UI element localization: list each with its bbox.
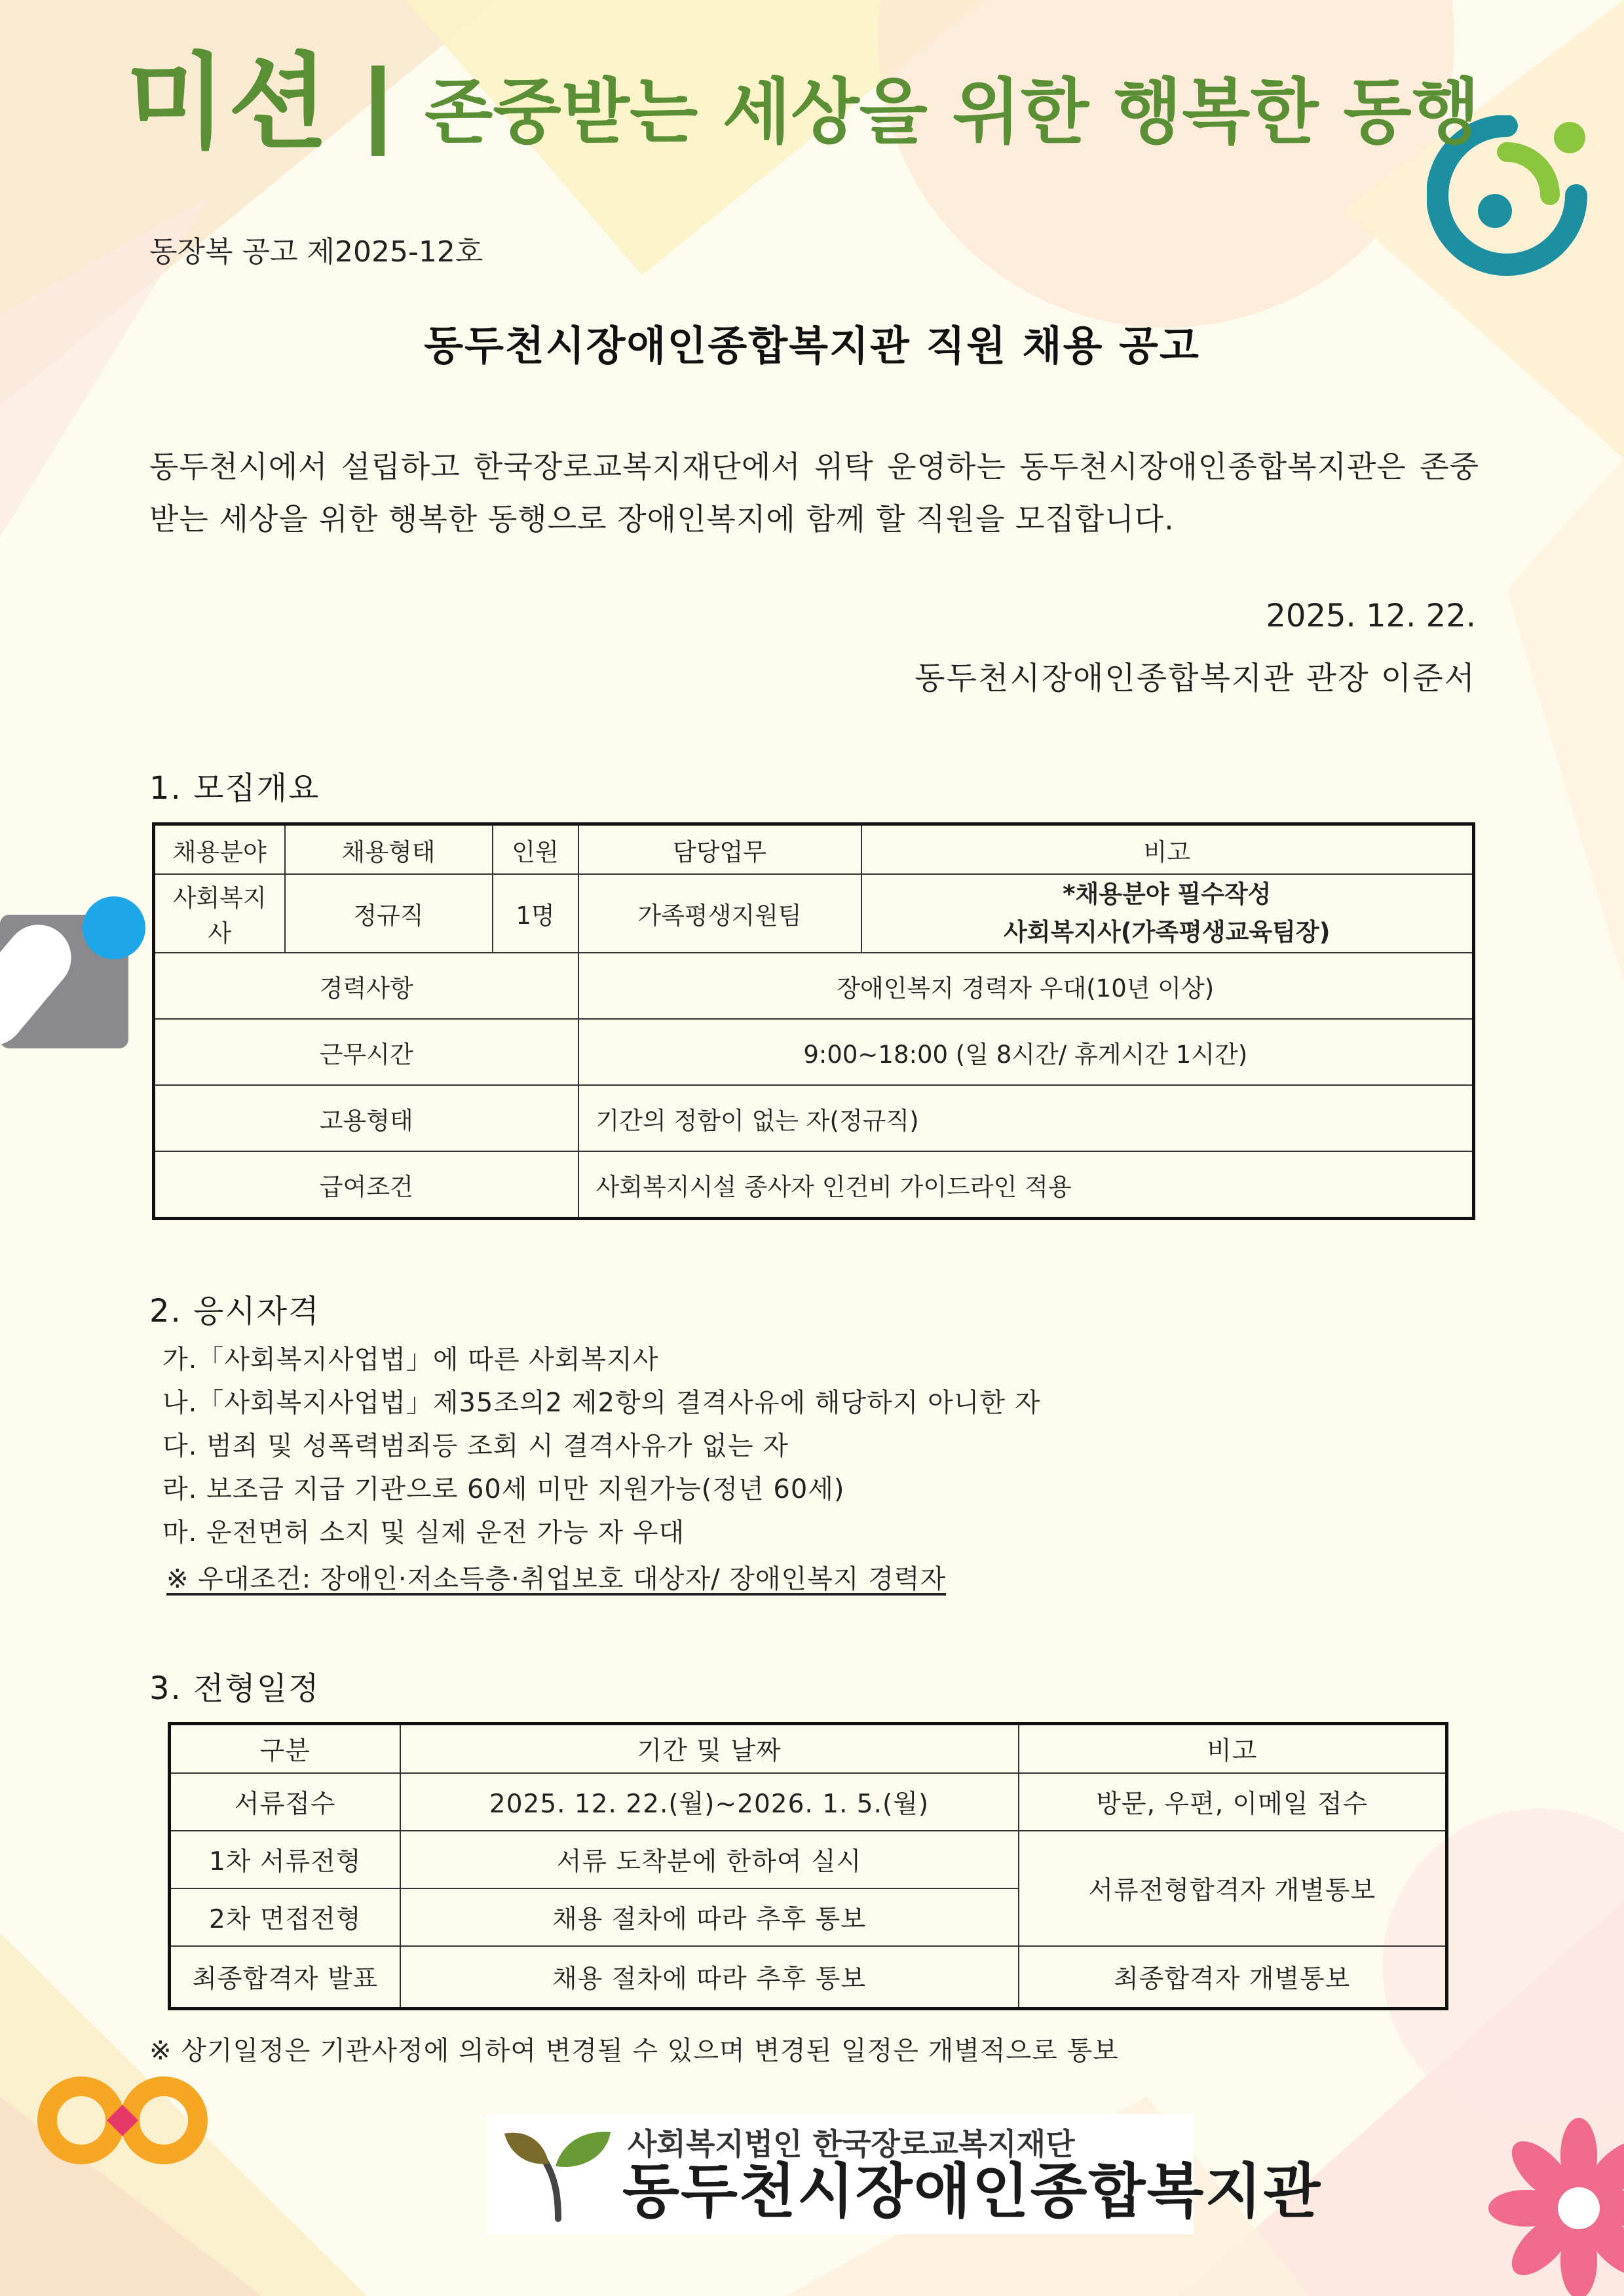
note-cell xyxy=(861,874,1474,953)
period-cell: 채용 절차에 따라 추후 통보 xyxy=(400,1888,1019,1946)
mission-statement: 존중받는 세상을 위한 행복한 동행 xyxy=(425,71,1480,153)
stage-cell: 2차 면접전형 xyxy=(170,1888,400,1946)
table-row xyxy=(170,1946,1447,2009)
table-row xyxy=(154,1151,1474,1219)
period-cell: 서류 도착분에 한하여 실시 xyxy=(400,1831,1019,1888)
mission-divider xyxy=(371,66,385,156)
detail-label: 급여조건 xyxy=(154,1151,578,1219)
header-cell: 비고 xyxy=(861,824,1474,875)
footer-subtitle: 사회복지법인 한국장로교복지재단 xyxy=(628,2126,1075,2162)
header-cell: 인원 xyxy=(493,824,578,875)
section-title-qualifications: 2. 응시자격 xyxy=(149,1293,320,1330)
table-header-row xyxy=(170,1724,1447,1774)
detail-label: 경력사항 xyxy=(154,953,578,1019)
table-row xyxy=(154,1085,1474,1151)
duty-cell: 가족평생지원팀 xyxy=(578,874,861,953)
detail-value: 사회복지시설 종사자 인건비 가이드라인 적용 xyxy=(578,1151,1474,1219)
section-title-schedule: 3. 전형일정 xyxy=(149,1670,320,1707)
sprout-logo-icon xyxy=(502,2120,613,2225)
list-item: 마. 운전면허 소지 및 실제 운전 가능 자 우대 xyxy=(162,1518,685,1548)
schedule-table xyxy=(168,1722,1448,2010)
qualification-list xyxy=(162,1338,1040,1554)
list-item: 가.「사회복지사업법」에 따른 사회복지사 xyxy=(162,1345,659,1375)
table-row xyxy=(170,1831,1447,1888)
header-cell: 채용분야 xyxy=(154,824,285,875)
notice-number: 동장복 공고 제2025-12호 xyxy=(149,235,483,269)
note-cell: 최종합격자 개별통보 xyxy=(1019,1946,1447,2009)
detail-label: 고용형태 xyxy=(154,1085,578,1151)
table-row xyxy=(154,953,1474,1019)
stage-cell: 최종합격자 발표 xyxy=(170,1946,400,2009)
recruitment-overview-table xyxy=(152,822,1475,1220)
mission-label: 미션 xyxy=(126,43,331,163)
header-cell: 구분 xyxy=(170,1724,400,1774)
header-cell: 채용형태 xyxy=(285,824,493,875)
note-cell: 서류전형합격자 개별통보 xyxy=(1019,1831,1447,1946)
preference-note: ※ 우대조건: 장애인·저소득층·취업보호 대상자/ 장애인복지 경력자 xyxy=(166,1564,947,1594)
type-cell: 정규직 xyxy=(285,874,493,953)
detail-label: 근무시간 xyxy=(154,1019,578,1085)
list-item: 나.「사회복지사업법」제35조의2 제2항의 결격사유에 해당하지 아니한 자 xyxy=(162,1388,1041,1418)
note-cell: 방문, 우편, 이메일 접수 xyxy=(1019,1773,1447,1831)
count-cell: 1명 xyxy=(493,874,578,953)
signer: 동두천시장애인종합복지관 관장 이준서 xyxy=(915,660,1476,697)
schedule-footnote: ※ 상기일정은 기관사정에 의하여 변경될 수 있으며 변경된 일정은 개별적으로 통보 xyxy=(149,2036,1119,2066)
stage-cell: 서류접수 xyxy=(170,1773,400,1831)
list-item: 다. 범죄 및 성폭력범죄등 조회 시 결격사유가 없는 자 xyxy=(162,1431,789,1461)
period-cell: 채용 절차에 따라 추후 통보 xyxy=(400,1946,1019,2009)
infinity-icon xyxy=(34,2071,211,2169)
section-title-overview: 1. 모집개요 xyxy=(149,770,320,807)
detail-value: 장애인복지 경력자 우대(10년 이상) xyxy=(578,953,1474,1019)
table-row xyxy=(154,1019,1474,1085)
document-title: 동두천시장애인종합복지관 직원 채용 공고 xyxy=(424,322,1200,370)
field-cell: 사회복지사 xyxy=(154,874,285,953)
footer-org-name: 동두천시장애인종합복지관 xyxy=(622,2157,1322,2226)
list-item: 라. 보조금 지급 기관으로 60세 미만 지원가능(정년 60세) xyxy=(162,1474,845,1504)
header-cell: 기간 및 날짜 xyxy=(400,1724,1019,1774)
notice-date: 2025. 12. 22. xyxy=(1266,598,1476,634)
flower-icon xyxy=(1481,2116,1624,2296)
note-line: *채용분야 필수작성 xyxy=(1063,880,1272,908)
period-cell: 2025. 12. 22.(월)~2026. 1. 5.(월) xyxy=(400,1773,1019,1831)
header-cell: 비고 xyxy=(1019,1724,1447,1774)
table-header-row xyxy=(154,824,1474,875)
header-cell: 담당업무 xyxy=(578,824,861,875)
table-row xyxy=(170,1773,1447,1831)
table-row xyxy=(154,874,1474,953)
detail-value: 9:00~18:00 (일 8시간/ 휴게시간 1시간) xyxy=(578,1019,1474,1085)
detail-value: 기간의 정함이 없는 자(정규직) xyxy=(578,1085,1474,1151)
intro-paragraph: 동두천시에서 설립하고 한국장로교복지재단에서 위탁 운영하는 동두천시장애인종합복지관은 존중받는 세상을 위한 행복한 동행으로 장애인복지에 함께 할 직원을 모집합니다. xyxy=(149,449,1479,537)
pill-shape-icon xyxy=(0,891,151,1055)
note-line: 사회복지사(가족평생교육팀장) xyxy=(1004,918,1331,946)
stage-cell: 1차 서류전형 xyxy=(170,1831,400,1888)
